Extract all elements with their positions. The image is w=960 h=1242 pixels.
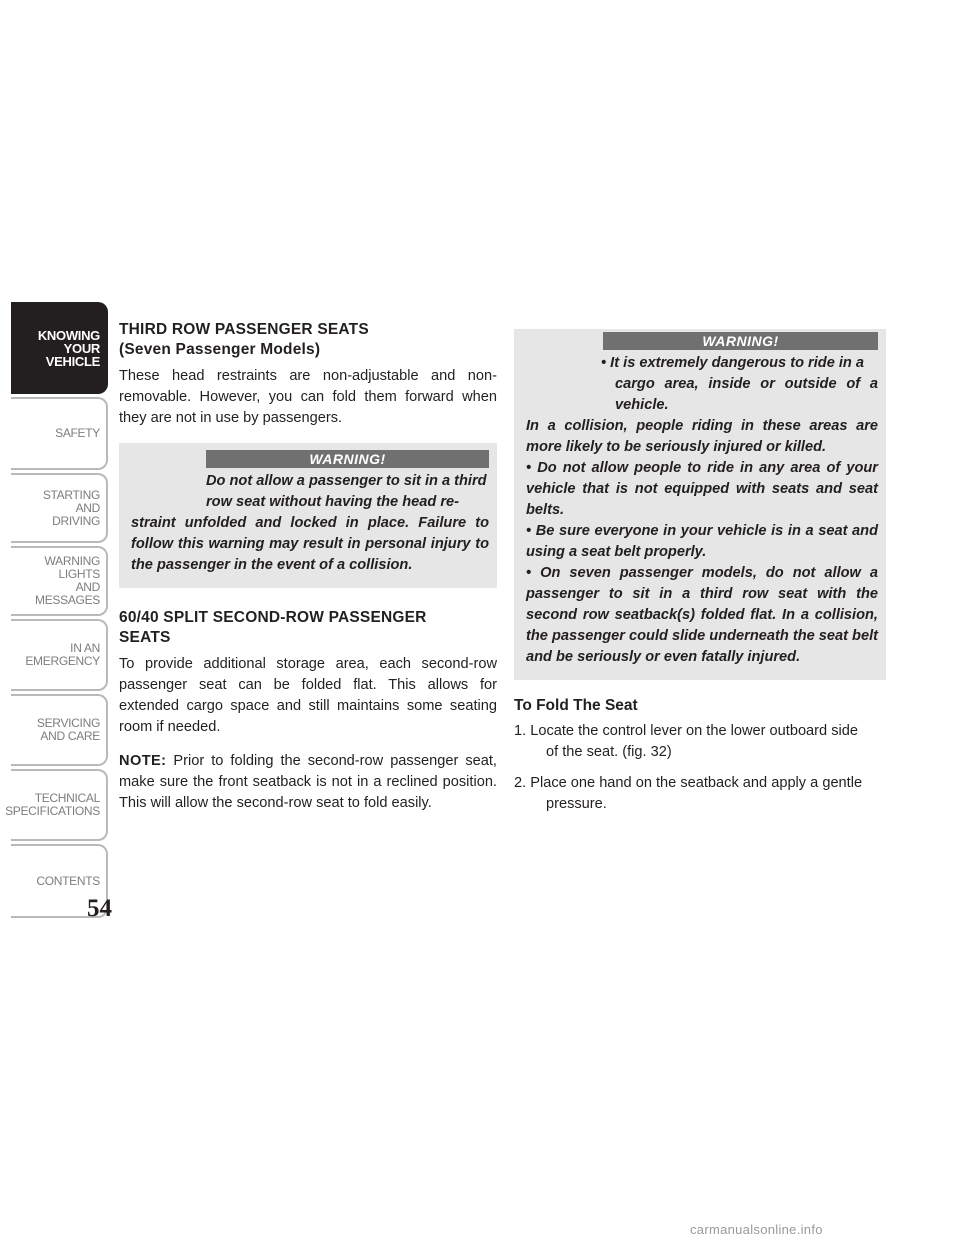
- tab-label: SAFETY: [55, 426, 100, 440]
- warning-line: row seat without having the head re-: [206, 494, 459, 510]
- tab-technical-specifications[interactable]: [5, 769, 108, 841]
- warning-line: cargo area, inside or outside of a vehicle.: [615, 376, 878, 413]
- tab-label: AND: [75, 500, 100, 515]
- tab-label: WARNING: [44, 554, 100, 568]
- step-text: 1. Locate the control lever on the lower outboard side: [514, 723, 858, 739]
- heading-line: (Seven Passenger Models): [119, 341, 321, 358]
- tab-label: MESSAGES: [35, 593, 100, 607]
- tab-label: CONTENTS: [36, 873, 100, 888]
- list-item: [514, 721, 886, 763]
- tab-label: KNOWING: [37, 327, 100, 343]
- left-column: [119, 320, 497, 814]
- section-heading-third-row: [119, 320, 497, 360]
- tab-label: LIGHTS: [58, 567, 100, 581]
- note-paragraph: [119, 751, 497, 814]
- right-column: [514, 329, 886, 825]
- heading-line: 60/40 SPLIT SECOND-ROW PASSENGER: [119, 609, 427, 626]
- warning-line: straint unfolded and locked in place. Failure to follow this warning may result in personal injury to the passenger in the event of a collision.: [131, 515, 489, 573]
- tab-label: AND: [75, 580, 100, 594]
- step-text: pressure.: [546, 796, 607, 812]
- warning-line: Do not allow a passenger to sit in a third: [206, 473, 487, 489]
- tab-label: IN AN: [70, 641, 100, 655]
- tab-label: VEHICLE: [45, 353, 100, 369]
- note-label: NOTE:: [119, 753, 167, 769]
- tab-warning-lights-and-messages[interactable]: [11, 546, 108, 616]
- step-text: of the seat. (fig. 32): [546, 744, 672, 760]
- watermark: carmanualsonline.info: [690, 1222, 823, 1237]
- tab-label: DRIVING: [52, 513, 100, 528]
- fold-steps: [514, 721, 886, 815]
- paragraph-storage: To provide additional storage area, each second-row passenger seat can be folded flat. This allows for extended cargo space and still maintains some seating room if needed.: [119, 656, 497, 735]
- tab-in-an-emergency[interactable]: [11, 619, 108, 691]
- list-item: [514, 773, 886, 815]
- step-text: 2. Place one hand on the seatback and apply a gentle: [514, 775, 863, 791]
- warning-line: • It is extremely dangerous to ride in a: [601, 355, 865, 371]
- warning-box-third-row: [119, 443, 497, 588]
- subheading-fold-seat: To Fold The Seat: [514, 697, 638, 714]
- tab-knowing-your-vehicle[interactable]: [11, 302, 108, 394]
- heading-line: SEATS: [119, 629, 171, 646]
- tab-label: SPECIFICATIONS: [5, 804, 100, 818]
- tab-label: EMERGENCY: [25, 654, 100, 668]
- warning-bullet: • Do not allow people to ride in any area of your vehicle that is not equipped with seats and seat belts.: [526, 460, 878, 518]
- warning-text: [131, 471, 489, 576]
- tab-servicing-and-care[interactable]: [11, 694, 108, 766]
- paragraph-head-restraints: These head restraints are non-adjustable and non-removable. However, you can fold them forward when they are not in use by passengers.: [119, 368, 497, 426]
- warning-box-cargo-area: [514, 329, 886, 680]
- chapter-tabs: [5, 302, 108, 918]
- tab-starting-and-driving[interactable]: [11, 473, 108, 543]
- tab-label: TECHNICAL: [34, 791, 100, 805]
- tab-label: STARTING: [42, 487, 100, 502]
- tab-label: AND CARE: [40, 729, 100, 743]
- warning-bullet: • On seven passenger models, do not allow a passenger to sit in a third row seat with the second row seatback(s) folded flat. In a collision, the passenger could slide underneath the seat belt and be seriously or even fatally injured.: [526, 565, 878, 665]
- heading-line: THIRD ROW PASSENGER SEATS: [119, 321, 369, 338]
- warning-label: WARNING!: [603, 332, 878, 350]
- tab-label: YOUR: [63, 340, 100, 356]
- tab-label: SERVICING: [36, 716, 100, 730]
- warning-label: WARNING!: [206, 450, 489, 468]
- warning-line: In a collision, people riding in these areas are more likely to be seriously injured or killed.: [526, 418, 878, 455]
- tab-safety[interactable]: [11, 397, 108, 470]
- section-heading-split-seats: [119, 608, 497, 648]
- page-number: 54: [87, 895, 112, 922]
- warning-bullet: • Be sure everyone in your vehicle is in a seat and using a seat belt properly.: [526, 523, 878, 560]
- warning-text: [526, 353, 878, 668]
- note-text: Prior to folding the second-row passenger seat, make sure the front seatback is not in a reclined position. This will allow the second-row seat to fold easily.: [119, 753, 497, 811]
